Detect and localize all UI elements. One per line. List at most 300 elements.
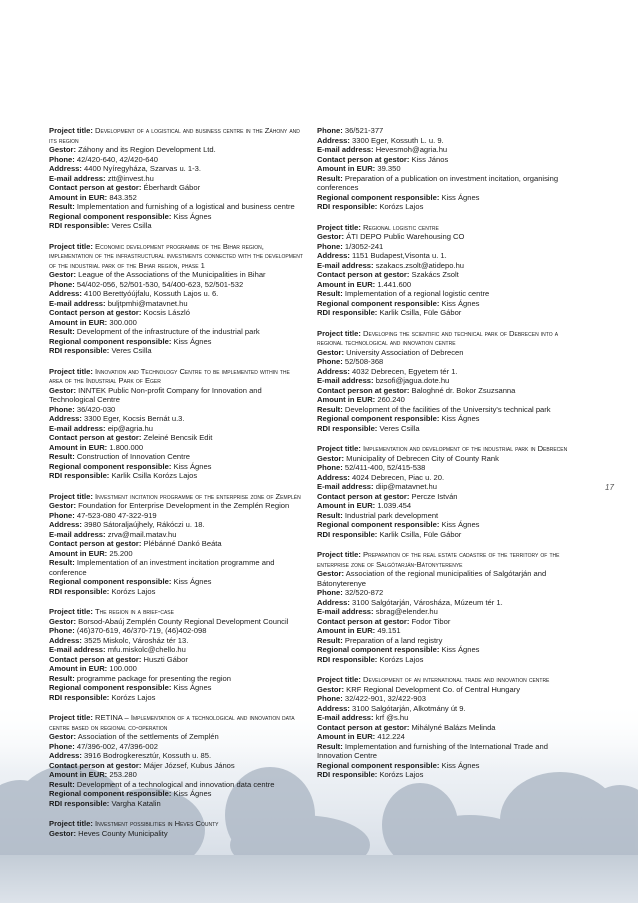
- project-field: [49, 549, 303, 559]
- field-value: 1151 Budapest,Visonta u. 1.: [352, 251, 447, 260]
- project-field: [317, 520, 581, 530]
- field-value: Kocsis László: [143, 308, 190, 317]
- field-label: Contact person at gestor:: [49, 654, 142, 664]
- project-field: [317, 242, 581, 252]
- field-label: Amount in EUR:: [49, 770, 108, 779]
- field-value: ÁTI DEPO Public Warehousing CO: [346, 232, 465, 241]
- field-value: INNTEK Public Non-profit Company for Innovation and Technological Centre: [49, 385, 262, 404]
- project-title-line: [49, 819, 303, 829]
- project-field: [49, 386, 303, 405]
- project-title-line: [49, 242, 303, 271]
- field-label: Amount in EUR:: [317, 626, 376, 635]
- project-field: [49, 789, 303, 799]
- project-field: [49, 155, 303, 165]
- field-value: Kiss Ágnes: [441, 192, 480, 202]
- field-value: szakacs.zsolt@atidepo.hu: [375, 260, 465, 270]
- field-label: Contact person at gestor:: [317, 385, 410, 395]
- project-field: [49, 280, 303, 290]
- project-field: [317, 405, 581, 415]
- field-value: 4024 Debrecen, Piac u. 20.: [352, 472, 445, 482]
- project-title-label: Project title:: [317, 444, 361, 453]
- field-label: Amount in EUR:: [49, 442, 108, 452]
- field-label: Amount in EUR:: [317, 279, 376, 289]
- project-title-line: [317, 223, 581, 233]
- page-number: 17: [605, 483, 614, 492]
- field-value: ztt@invest.hu: [107, 173, 154, 183]
- field-value: (46)370-619, 46/370-719, (46)402-098: [76, 626, 207, 635]
- field-label: Phone:: [49, 154, 75, 164]
- project-field: [317, 376, 581, 386]
- project-field: [317, 694, 581, 704]
- field-value: Veres Csilla: [111, 221, 152, 230]
- project-field: [317, 386, 581, 396]
- field-label: Address:: [49, 635, 82, 645]
- project-title-label: Project title:: [49, 126, 93, 135]
- project-field: [317, 598, 581, 608]
- field-label: Amount in EUR:: [317, 501, 376, 510]
- project-title: Economic development programme of the Bihar region, implementation of the infrastructural investments connected with the development of the industrial park of the Bihar region, phase 1: [49, 241, 303, 270]
- project-title: RETINA – Implementation of a technological and innovation data centre based on regional co-operation: [49, 713, 295, 732]
- field-label: Address:: [49, 164, 82, 173]
- project-entry: [317, 675, 581, 780]
- project-field: [317, 367, 581, 377]
- field-label: Gestor:: [49, 270, 77, 279]
- right-column: [317, 126, 581, 791]
- project-field: [49, 221, 303, 231]
- project-field: [317, 126, 581, 136]
- field-label: Amount in EUR:: [49, 664, 108, 673]
- project-field: [49, 732, 303, 742]
- field-value: 42/420-640, 42/420-640: [76, 154, 158, 164]
- field-label: Result:: [49, 673, 75, 683]
- project-field: [317, 261, 581, 271]
- field-label: E-mail address:: [317, 376, 374, 385]
- field-value: 3916 Bodrogkeresztúr, Kossuth u. 85.: [84, 751, 212, 760]
- project-field: [49, 626, 303, 636]
- field-label: Contact person at gestor:: [317, 270, 410, 279]
- project-entry: [317, 126, 581, 212]
- field-label: Result:: [49, 202, 75, 211]
- project-entry: [317, 444, 581, 539]
- project-field: [49, 471, 303, 481]
- field-value: Kiss Ágnes: [173, 577, 212, 586]
- field-value: 47-523-080 47-322-919: [76, 510, 157, 520]
- project-field: [49, 645, 303, 655]
- project-title: Regional logistic centre: [363, 222, 439, 232]
- project-field: [49, 202, 303, 212]
- field-value: Development of the infrastructure of the industrial park: [76, 327, 260, 336]
- project-field: [317, 607, 581, 617]
- field-value: Karlik Csilla, Füle Gábor: [379, 529, 462, 539]
- project-field: [317, 742, 581, 761]
- project-entry: [317, 550, 581, 664]
- project-title: Development of a logistical and business centre in the Záhony and its region: [49, 126, 300, 145]
- field-label: Contact person at gestor:: [317, 154, 410, 164]
- field-value: 412.224: [377, 732, 405, 741]
- field-label: Phone:: [317, 126, 343, 135]
- project-field: [49, 327, 303, 337]
- project-title-line: [49, 713, 303, 732]
- project-field: [49, 693, 303, 703]
- field-value: KRF Regional Development Co. of Central Hungary: [346, 684, 521, 694]
- project-field: [317, 569, 581, 588]
- field-value: Huszti Gábor: [143, 654, 188, 664]
- field-label: Address:: [49, 751, 82, 760]
- project-field: [317, 357, 581, 367]
- project-entry: [49, 713, 303, 808]
- field-value: Municipality of Debrecen City of County Rank: [346, 453, 499, 463]
- field-value: Baloghné dr. Bokor Zsuzsanna: [411, 385, 516, 395]
- field-value: 3525 Miskolc, Városház tér 13.: [84, 635, 189, 645]
- field-label: Result:: [317, 510, 343, 520]
- project-field: [317, 732, 581, 742]
- project-field: [317, 454, 581, 464]
- field-label: Phone:: [317, 463, 343, 472]
- field-label: Result:: [317, 289, 343, 298]
- field-value: Kiss Ágnes: [441, 414, 480, 423]
- project-field: [49, 164, 303, 174]
- project-field: [49, 742, 303, 752]
- project-entry: [49, 607, 303, 702]
- field-label: RDI responsible:: [49, 586, 110, 596]
- project-title: Development of an international trade and innovation centre: [363, 675, 550, 684]
- field-label: RDI responsible:: [317, 308, 378, 317]
- project-title-line: [49, 607, 303, 617]
- field-label: Regional component responsible:: [49, 789, 172, 798]
- field-value: Association of the regional municipalities of Salgótarján and Bátonyterenye: [317, 569, 547, 588]
- field-value: 300.000: [109, 317, 137, 327]
- field-value: 100.000: [109, 664, 137, 673]
- field-value: 3100 Salgótarján, Városháza, Múzeum tér 1.: [352, 597, 503, 607]
- field-value: Veres Csilla: [379, 423, 420, 433]
- field-value: Kiss Ágnes: [441, 645, 480, 654]
- field-value: 1.039.454: [377, 501, 412, 510]
- project-field: [317, 424, 581, 434]
- field-label: Phone:: [317, 357, 343, 366]
- project-field: [317, 232, 581, 242]
- project-field: [49, 617, 303, 627]
- project-field: [49, 414, 303, 424]
- field-label: Regional component responsible:: [317, 298, 440, 308]
- field-label: RDI responsible:: [49, 798, 110, 808]
- field-value: Veres Csilla: [111, 346, 152, 355]
- field-value: Foundation for Enterprise Development in the Zemplén Region: [78, 501, 290, 510]
- field-value: Májer József, Kubus János: [143, 760, 235, 770]
- field-value: Karlik Csilla, Füle Gábor: [379, 308, 462, 317]
- field-label: Regional component responsible:: [317, 192, 440, 202]
- field-value: Kiss Ágnes: [173, 789, 212, 798]
- project-field: [49, 577, 303, 587]
- project-field: [317, 645, 581, 655]
- field-label: E-mail address:: [317, 145, 374, 154]
- project-field: [317, 414, 581, 424]
- field-value: krf @s.hu: [375, 713, 409, 722]
- project-entry: [49, 242, 303, 356]
- project-field: [317, 164, 581, 174]
- field-label: Result:: [49, 327, 75, 336]
- project-entry: [49, 492, 303, 597]
- field-value: Implementation of a regional logistic centre: [344, 289, 490, 298]
- field-value: Construction of Innovation Centre: [76, 452, 191, 461]
- field-label: Address:: [317, 472, 350, 482]
- field-label: E-mail address:: [49, 173, 106, 183]
- project-field: [49, 405, 303, 415]
- field-label: Regional component responsible:: [49, 336, 172, 346]
- field-value: Kiss János: [411, 154, 449, 164]
- project-field: [49, 751, 303, 761]
- field-label: E-mail address:: [49, 423, 106, 433]
- field-label: E-mail address:: [317, 607, 374, 616]
- project-title-line: [49, 492, 303, 502]
- project-field: [49, 587, 303, 597]
- project-field: [317, 723, 581, 733]
- project-field: [317, 145, 581, 155]
- field-value: 32/422-901, 32/422-903: [344, 694, 426, 703]
- field-value: Vargha Katalin: [111, 798, 161, 808]
- project-entry: [317, 329, 581, 434]
- field-value: Kiss Ágnes: [173, 336, 212, 346]
- project-field: [49, 558, 303, 577]
- field-value: 3980 Sátoraljaújhely, Rákóczi u. 18.: [84, 520, 205, 529]
- project-field: [49, 308, 303, 318]
- field-value: 54/402-056, 52/501-530, 54/400-623, 52/501-532: [76, 279, 244, 289]
- field-label: Amount in EUR:: [317, 164, 376, 173]
- field-label: E-mail address:: [317, 260, 374, 270]
- project-field: [317, 770, 581, 780]
- field-value: Development of the facilities of the University's technical park: [344, 404, 551, 414]
- field-label: E-mail address:: [49, 529, 106, 539]
- project-field: [49, 761, 303, 771]
- field-label: Regional component responsible:: [49, 211, 172, 221]
- project-field: [49, 289, 303, 299]
- field-label: Result:: [317, 173, 343, 183]
- field-label: Address:: [317, 135, 350, 145]
- project-field: [49, 193, 303, 203]
- field-label: E-mail address:: [317, 713, 374, 722]
- field-value: Mihályné Balázs Melinda: [411, 722, 496, 732]
- field-value: Kiss Ágnes: [173, 211, 212, 221]
- project-field: [317, 299, 581, 309]
- field-label: Gestor:: [317, 453, 345, 463]
- field-label: Amount in EUR:: [49, 548, 108, 558]
- project-field: [317, 251, 581, 261]
- field-label: Address:: [49, 520, 82, 529]
- project-field: [49, 337, 303, 347]
- project-field: [49, 452, 303, 462]
- field-label: Phone:: [317, 241, 343, 251]
- field-label: Amount in EUR:: [317, 732, 376, 741]
- field-value: 3100 Salgótarján, Alkotmány út 9.: [352, 703, 466, 713]
- field-value: 3300 Eger, Kocsis Bernát u.3.: [84, 414, 185, 423]
- project-entry: [317, 223, 581, 318]
- project-field: [317, 588, 581, 598]
- field-label: Gestor:: [317, 232, 345, 241]
- project-field: [49, 664, 303, 674]
- field-value: programme package for presenting the region: [76, 673, 231, 683]
- field-label: RDI responsible:: [317, 770, 378, 779]
- field-label: Address:: [317, 703, 350, 713]
- project-field: [317, 655, 581, 665]
- field-value: Plébánné Dankó Beáta: [143, 539, 222, 548]
- field-value: Fodor Tibor: [411, 616, 451, 626]
- field-value: Éberhardt Gábor: [143, 183, 201, 192]
- field-label: Amount in EUR:: [317, 395, 376, 404]
- field-label: Result:: [317, 741, 343, 751]
- field-label: RDI responsible:: [49, 692, 110, 702]
- field-value: Karlik Csilla Korózs Lajos: [111, 471, 198, 480]
- field-value: 4100 Berettyóújfalu, Kossuth Lajos u. 6.: [84, 289, 219, 298]
- field-value: Hevesmoh@agria.hu: [375, 145, 448, 154]
- field-value: Borsod-Abaúj Zemplén County Regional Development Council: [78, 616, 289, 626]
- project-title-label: Project title:: [317, 550, 361, 559]
- project-field: [49, 829, 303, 839]
- project-field: [49, 780, 303, 790]
- field-label: Regional component responsible:: [317, 414, 440, 423]
- field-value: sbrag@elender.hu: [375, 607, 438, 616]
- field-label: Contact person at gestor:: [317, 616, 410, 626]
- field-label: Gestor:: [317, 684, 345, 694]
- field-value: Záhony and its Region Development Ltd.: [78, 145, 216, 154]
- field-value: Kiss Ágnes: [441, 520, 480, 529]
- field-label: Phone:: [49, 510, 75, 520]
- field-label: RDI responsible:: [317, 202, 378, 211]
- field-label: Address:: [317, 597, 350, 607]
- field-value: 36/521-377: [344, 126, 384, 135]
- project-field: [49, 299, 303, 309]
- project-field: [317, 704, 581, 714]
- project-title-line: [317, 329, 581, 348]
- project-title: Preparation of the real estate cadastre of the territory of the enterprise zone of Salgótarján-Bátonyterenye: [317, 550, 560, 569]
- project-title-label: Project title:: [49, 491, 93, 501]
- project-field: [317, 348, 581, 358]
- project-field: [317, 617, 581, 627]
- project-title: Investment incitation programme of the enterprise zone of Zemplén: [95, 491, 301, 501]
- field-label: Contact person at gestor:: [49, 433, 142, 442]
- project-field: [317, 482, 581, 492]
- field-value: eip@agria.hu: [107, 423, 153, 433]
- project-field: [317, 501, 581, 511]
- field-label: Contact person at gestor:: [49, 539, 142, 548]
- project-field: [49, 530, 303, 540]
- field-value: 25.200: [109, 548, 133, 558]
- field-label: Gestor:: [49, 501, 77, 510]
- project-field: [49, 174, 303, 184]
- field-value: Industrial park development: [344, 510, 439, 520]
- field-value: 3300 Eger, Kossuth L. u. 9.: [352, 135, 444, 145]
- field-value: 52/508-368: [344, 357, 384, 366]
- field-label: Regional component responsible:: [49, 683, 172, 692]
- project-title: Innovation and Technology Centre to be implemented within the area of the Industrial Park of Eger: [49, 366, 290, 385]
- field-label: Result:: [49, 452, 75, 461]
- field-value: 253.280: [109, 770, 137, 779]
- project-field: [317, 395, 581, 405]
- field-value: Implementation and furnishing of the International Trade and Innovation Centre: [317, 741, 548, 760]
- field-label: RDI responsible:: [49, 471, 110, 480]
- field-label: E-mail address:: [317, 482, 374, 491]
- project-field: [317, 308, 581, 318]
- field-value: Kiss Ágnes: [441, 298, 480, 308]
- project-field: [49, 501, 303, 511]
- project-title-line: [317, 444, 581, 454]
- field-label: Contact person at gestor:: [49, 308, 142, 317]
- field-value: Preparation of a land registry: [344, 635, 443, 645]
- field-label: RDI responsible:: [317, 423, 378, 433]
- project-field: [49, 462, 303, 472]
- field-label: Address:: [49, 289, 82, 298]
- field-label: Contact person at gestor:: [49, 760, 142, 770]
- project-field: [317, 136, 581, 146]
- field-value: 260.240: [377, 395, 405, 404]
- field-value: 47/396-002, 47/396-002: [76, 741, 158, 751]
- project-title-line: [49, 126, 303, 145]
- field-value: 39.350: [377, 164, 401, 173]
- project-title-label: Project title:: [49, 607, 93, 616]
- field-label: Phone:: [49, 279, 75, 289]
- project-title-label: Project title:: [49, 366, 93, 376]
- project-field: [317, 636, 581, 646]
- field-label: Address:: [49, 414, 82, 423]
- field-label: Amount in EUR:: [49, 192, 108, 202]
- field-label: Gestor:: [49, 616, 77, 626]
- project-title-line: [49, 367, 303, 386]
- field-value: Association of the settlements of Zemplén: [77, 732, 219, 741]
- field-label: RDI responsible:: [317, 529, 378, 539]
- field-value: 1/3052-241: [344, 241, 384, 251]
- field-value: Szakács Zsolt: [411, 270, 459, 279]
- project-field: [49, 424, 303, 434]
- field-value: 36/420-030: [76, 404, 116, 414]
- field-value: 1.441.600: [377, 279, 412, 289]
- field-label: Phone:: [49, 626, 75, 635]
- project-field: [317, 193, 581, 203]
- project-title-label: Project title:: [317, 675, 361, 684]
- field-label: Phone:: [317, 588, 343, 597]
- field-value: Implementation and furnishing of a logistical and business centre: [76, 202, 295, 211]
- project-title: Implementation and development of the industrial park in Debrecen: [363, 444, 568, 453]
- field-label: Contact person at gestor:: [317, 491, 410, 501]
- field-label: Gestor:: [49, 828, 77, 838]
- field-label: E-mail address:: [49, 298, 106, 308]
- field-label: RDI responsible:: [49, 221, 110, 230]
- project-field: [49, 636, 303, 646]
- field-label: Phone:: [49, 741, 75, 751]
- field-value: mfu.miskolc@chello.hu: [107, 645, 186, 654]
- project-field: [317, 511, 581, 521]
- project-field: [49, 770, 303, 780]
- field-label: Phone:: [317, 694, 343, 703]
- project-field: [317, 174, 581, 193]
- field-value: 49.151: [377, 626, 401, 635]
- field-value: Heves County Municipality: [78, 828, 168, 838]
- field-label: Result:: [49, 779, 75, 789]
- field-label: Gestor:: [49, 145, 77, 154]
- project-field: [317, 761, 581, 771]
- field-value: 843.352: [109, 192, 137, 202]
- project-field: [49, 443, 303, 453]
- project-entry: [49, 819, 303, 838]
- field-label: Result:: [49, 558, 75, 567]
- field-value: Preparation of a publication on investment incitation, organising conferences: [317, 173, 559, 192]
- project-field: [317, 626, 581, 636]
- project-field: [49, 183, 303, 193]
- project-field: [49, 655, 303, 665]
- project-title-line: [317, 675, 581, 685]
- field-value: Korózs Lajos: [379, 654, 424, 664]
- project-entry: [49, 367, 303, 481]
- field-value: Kiss Ágnes: [173, 683, 212, 692]
- project-field: [49, 520, 303, 530]
- project-field: [49, 145, 303, 155]
